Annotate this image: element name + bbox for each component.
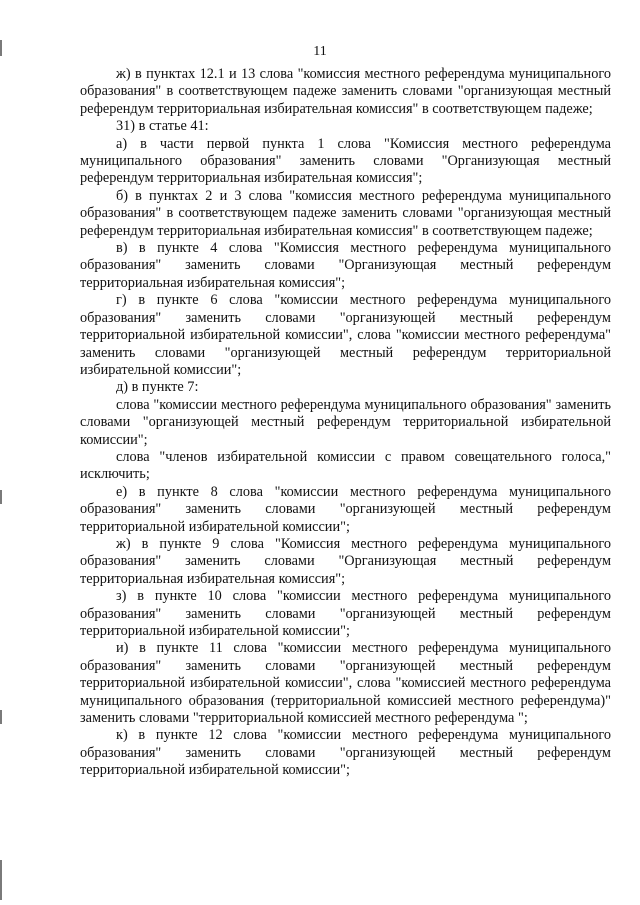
scan-edge-mark — [0, 860, 2, 900]
paragraph-g: г) в пункте 6 слова "комиссии местного референдума муниципального образования" заменить словами "организующей местный референдум территориальной избирательной комиссии", слова "комиссии местного референдума" заменить словами "организующей местный референдум территориальной избирательной комиссии"; — [80, 292, 611, 378]
paragraph-a: а) в части первой пункта 1 слова "Комиссия местного референдума муниципального образования" заменить словами "Организующая местный референдум территориальная избирательная комиссия"; — [80, 135, 611, 187]
paragraph-z: з) в пункте 10 слова "комиссии местного референдума муниципального образования" заменить словами "организующей местный референдум территориальной избирательной комиссии"; — [80, 588, 611, 639]
paragraph-d-words-1: слова "комиссии местного референдума муниципального образования" заменить словами "организующей местный референдум территориальной избирательной комиссии"; — [80, 396, 611, 448]
paragraph-zh-item-9: ж) в пункте 9 слова "Комиссия местного референдума муниципального образования" заменить словами "Организующая местный референдум территориальная избирательная комиссия"; — [80, 535, 611, 587]
document-body — [80, 66, 611, 780]
page-number: 11 — [313, 44, 327, 59]
paragraph-k: к) в пункте 12 слова "комиссии местного референдума муниципального образования" заменить словами "организующей местный референдум территориальной избирательной комиссии"; — [80, 727, 611, 779]
paragraph-b: б) в пунктах 2 и 3 слова "комиссия местного референдума муниципального образования" в соответствующем падеже заменить словами "организующая местный референдум территориальная избирательная комиссия" в соответствующем падеже; — [80, 187, 611, 239]
paragraph-e: е) в пункте 8 слова "комиссии местного референдума муниципального образования" заменить словами "организующей местный референдум территориальной избирательной комиссии"; — [80, 483, 611, 535]
scan-edge-mark — [0, 710, 2, 724]
scan-edge-mark — [0, 490, 2, 504]
paragraph-d-words-2: слова "членов избирательной комиссии с правом совещательного голоса," исключить; — [80, 448, 611, 483]
paragraph-d: д) в пункте 7: — [116, 379, 199, 396]
paragraph-i: и) в пункте 11 слова "комиссии местного референдума муниципального образования" заменить словами "организующей местный референдум территориальной избирательной комиссии", слова "комиссией местного референдума муниципального образования (территориальной комиссией местного референдума)" заменить словами "территориальной комиссией местного референдума "; — [80, 640, 611, 727]
paragraph-zh-items-12-1-13: ж) в пунктах 12.1 и 13 слова "комиссия местного референдума муниципального образования" в соответствующем падеже заменить словами "организующая местный референдум территориальная избирательная комиссия" в соответствующем падеже; — [80, 66, 611, 117]
paragraph-article-41-heading: 31) в статье 41: — [116, 118, 209, 135]
paragraph-v: в) в пункте 4 слова "Комиссия местного референдума муниципального образования" заменить словами "Организующая местный референдум территориальная избирательная комиссия"; — [80, 240, 611, 291]
